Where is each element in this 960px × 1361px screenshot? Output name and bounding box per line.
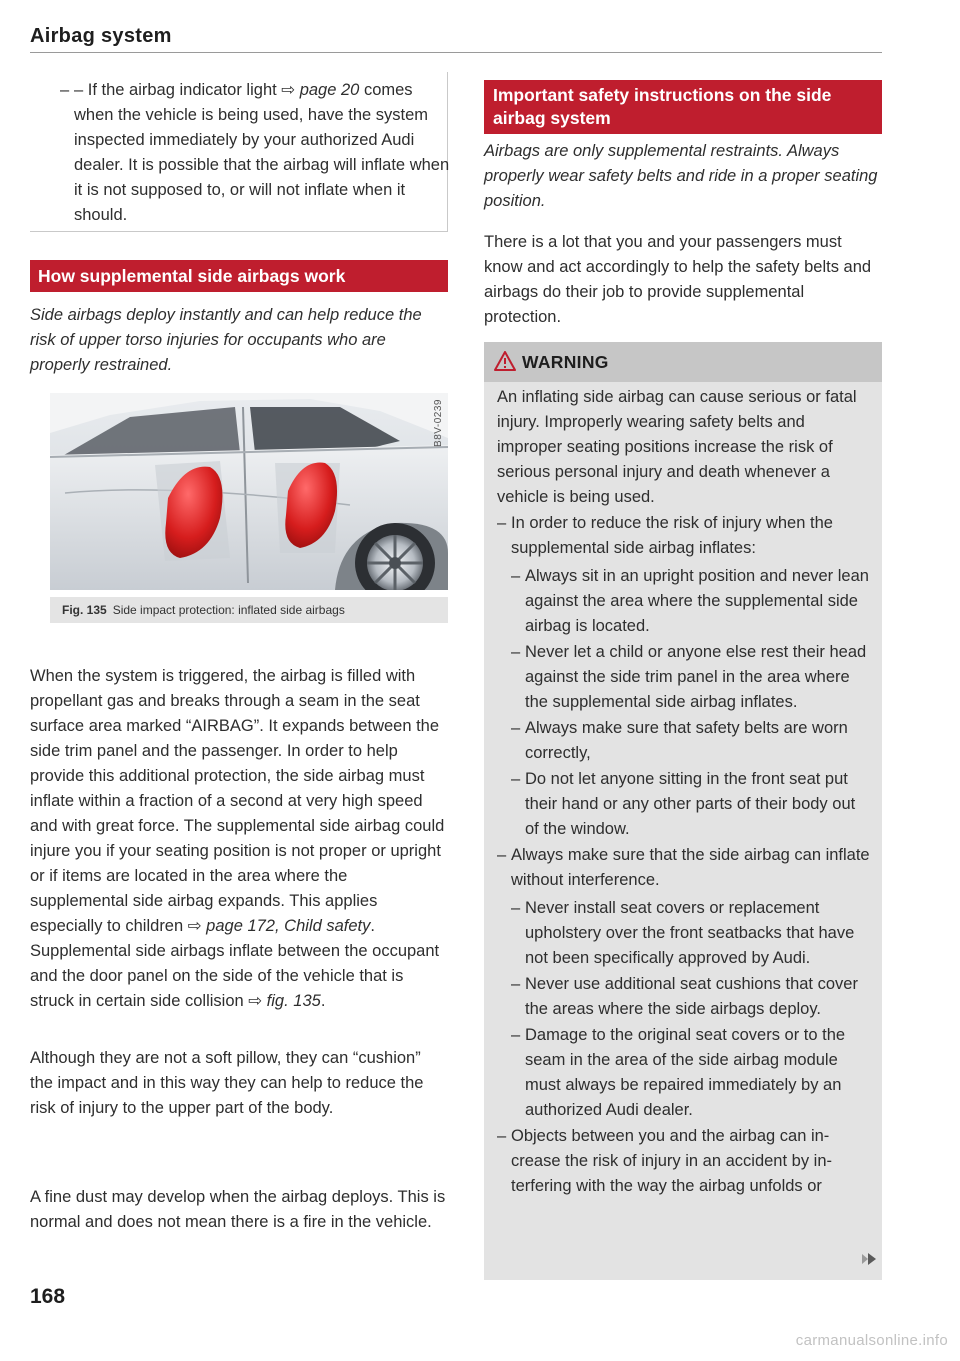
warning-subbullet: – Never let a child or anyone else rest their head against the side trim panel in the area where the supplemental side airbag inflates. (511, 643, 867, 711)
side-airbags-heading: How supplemental side airbags work (30, 260, 448, 292)
warning-bullet: – In order to reduce the risk of injury when the supplemental side airbag inflates: (497, 514, 833, 557)
warning-subbullet: – Never install seat covers or replacement upholstery over the front seatbacks that have not been specifically approved by Audi. (511, 899, 855, 967)
dust-paragraph: A fine dust may develop when the airbag deploys. This is normal and does not mean there is a fire in the vehicle. (30, 1188, 446, 1231)
warning-bullet: – Always make sure that the side airbag can inflate without interference. (497, 846, 870, 889)
indicator-text-after: comes when the vehicle is being used, have the system inspected immediately by your authorized Audi dealer. It is possible that the airbag will inflate when it is not supposed to, or will not inflate when it should. (74, 81, 450, 224)
warning-subbullet: – Always sit in an upright position and never lean against the area where the supplemental side airbag is located. (511, 567, 869, 635)
section-title: Airbag system (30, 25, 172, 47)
trigger-paragraph: When the system is triggered, the airbag is filled with propellant gas and breaks through a seam in the seat surface area marked “AIRBAG”. It expands between the side trim panel and the passenger. In order to help provide this additional protection, the side airbag must inflate within a fraction of a second at very high speed and with great force. The supplemental side airbag could injure you if your seating position is not proper or upright or if items are located in the area where the supplemental side airbag expands. This applies especially to children ⇨ page 172, Child safety. Supplemental side airbags inflate between the occupant and the door panel on the side of the vehicle that is struck in certain side collision ⇨ fig. 135. (30, 667, 445, 1010)
safety-paragraph: There is a lot that you and your passengers must know and act accordingly to help the safety belts and airbags do their job to provide supplemental protection. (484, 233, 872, 326)
child-safety-link[interactable]: ⇨ page 172, Child safety (187, 917, 371, 935)
page-number: 168 (30, 1285, 66, 1308)
warning-intro: An inflating side airbag can cause serious or fatal injury. Improperly wearing safety belts and improper seating positions increase the risk of serious personal injury and death whenever a vehicle is being used. (497, 388, 857, 506)
figure-caption-text: Side impact protection: inflated side airbags (112, 603, 345, 617)
warning-box (484, 342, 882, 1280)
figure-caption (50, 597, 448, 623)
fig-135-link[interactable]: ⇨ fig. 135 (248, 992, 321, 1010)
warning-subbullet: – Do not let anyone sitting in the front seat put their hand or any other parts of their body out of the window. (511, 770, 856, 838)
warning-subbullet: – Always make sure that safety belts are worn correctly, (511, 719, 848, 762)
header-divider (30, 52, 882, 53)
figure-code: B8V-0239 (433, 399, 444, 447)
car-interior-illustration (50, 393, 448, 590)
side-airbags-intro: Side airbags deploy instantly and can help reduce the risk of upper torso injuries for occupants who are properly restrained. (30, 306, 422, 374)
indicator-text-before: – If the airbag indicator light (74, 81, 282, 99)
warning-subbullet: – Damage to the original seat covers or to the seam in the area of the side airbag module must always be repaired immediately by an authorized Audi dealer. (511, 1026, 846, 1119)
warning-body (497, 384, 872, 1199)
safety-intro: Airbags are only supplemental restraints. Always properly wear safety belts and ride in a proper seating position. (484, 142, 878, 210)
page-20-link[interactable]: ⇨ page 20 (281, 81, 360, 99)
indicator-light-note: – – If the airbag indicator light ⇨ page 20 comes when the vehicle is being used, have the system inspected immediately by your authorized Audi dealer. It is possible that the airbag will inflate when it is not supposed to, or will not inflate when it should. (60, 81, 450, 224)
figure-number: Fig. 135 (62, 603, 107, 617)
warning-header (484, 342, 882, 382)
cushion-paragraph: Although they are not a soft pillow, they can “cushion” the impact and in this way they can help to reduce the risk of injury to the upper part of the body. (30, 1049, 424, 1117)
warning-label: WARNING (522, 352, 609, 372)
warning-icon (494, 351, 516, 371)
rear-window (250, 407, 400, 453)
warning-bullet: – Objects between you and the airbag can increase the risk of injury in an accident by interfering with the way the airbag unfolds or (497, 1127, 832, 1195)
side-airbag-figure (50, 393, 448, 590)
warning-subbullet: – Never use additional seat cushions that cover the areas where the side airbags deploy. (511, 975, 858, 1018)
continuation-note (30, 72, 448, 232)
watermark: carmanualsonline.info (795, 1332, 948, 1349)
continued-arrow-icon (860, 1252, 878, 1266)
safety-instructions-heading: Important safety instructions on the side airbag system (484, 80, 882, 134)
